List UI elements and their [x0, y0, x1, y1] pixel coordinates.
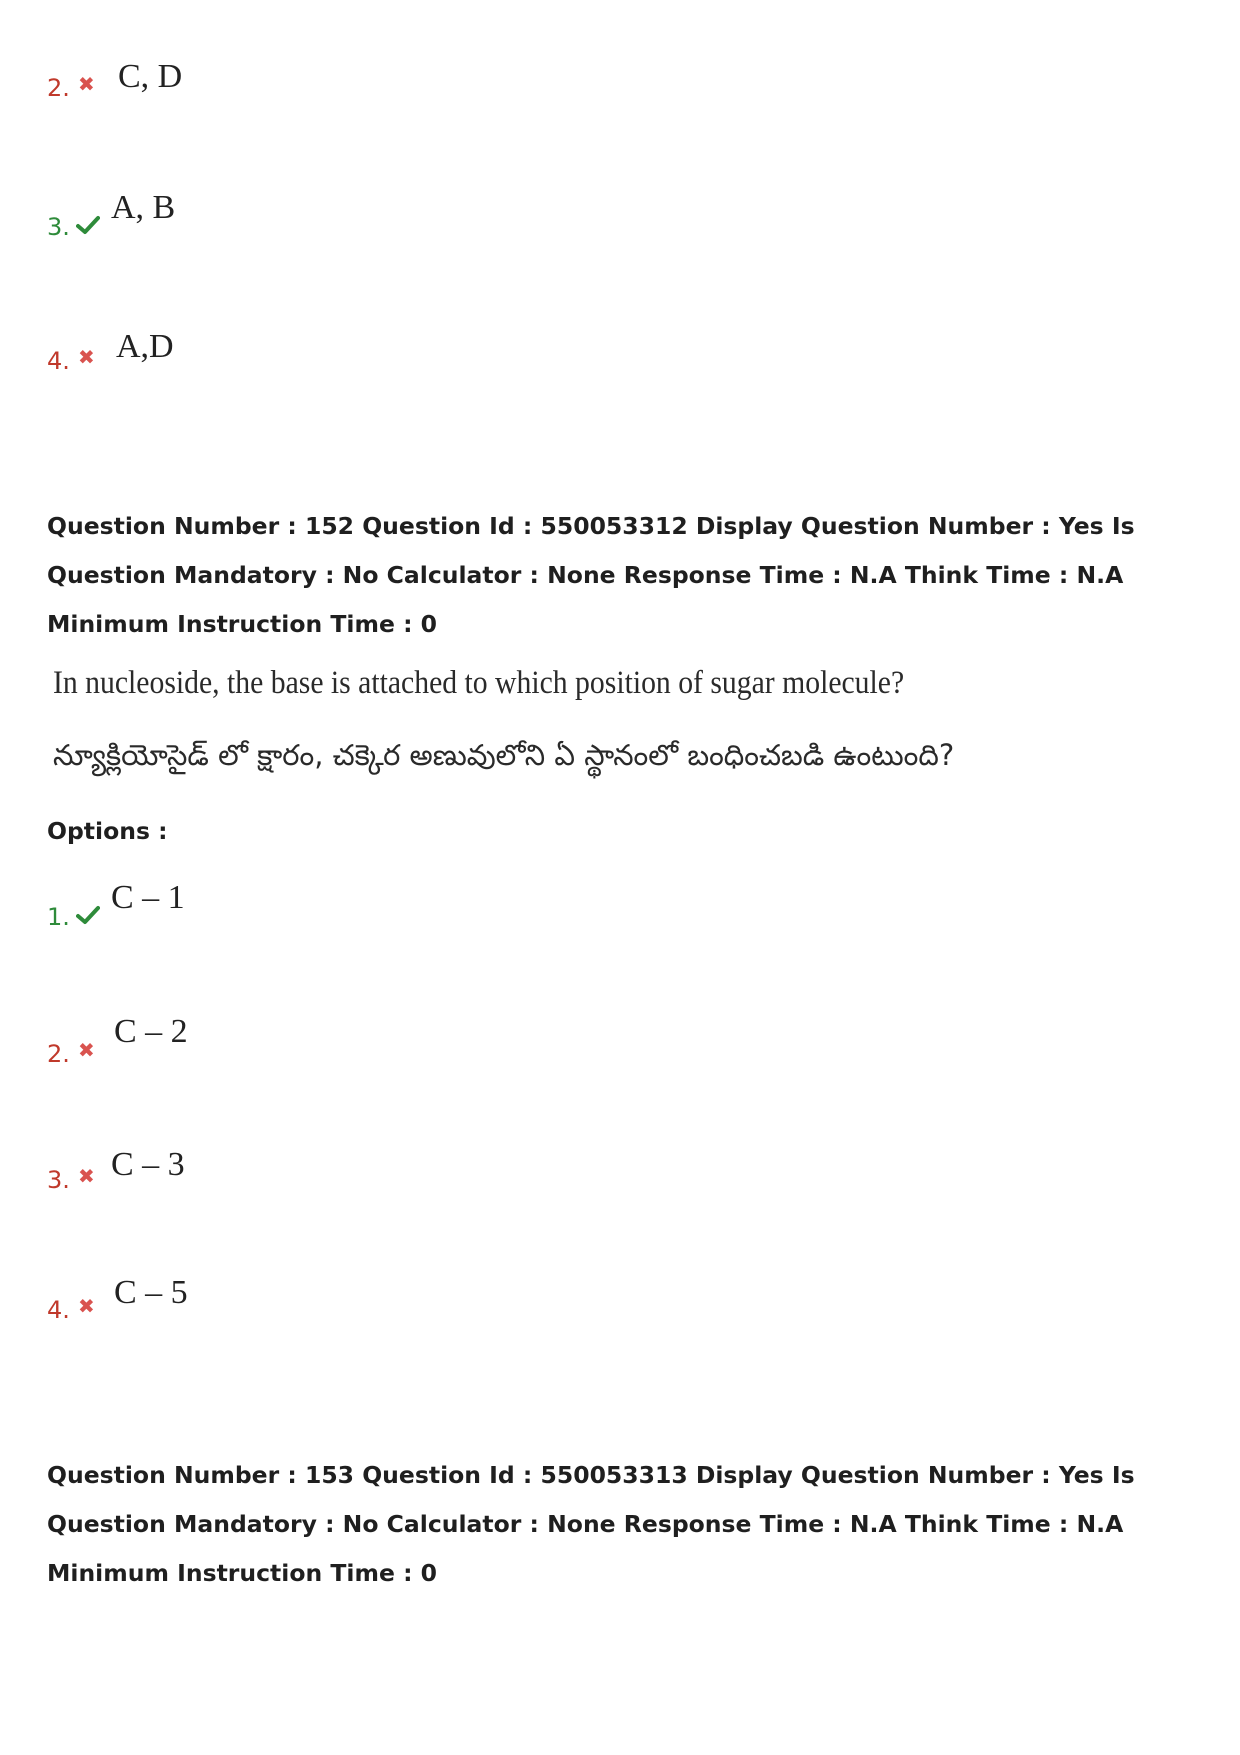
question-text-telugu: న్యూక్లియోసైడ్ లో క్షారం, చక్కెర అణువులోని ఏ స్థానంలో బంధించబడి ఉంటుంది?: [53, 738, 955, 772]
option-text: C – 2: [114, 1013, 188, 1050]
option-number: 1.: [47, 903, 70, 931]
options-label: Options :: [47, 817, 168, 845]
cross-icon: ✖: [78, 1294, 95, 1318]
option-text: C – 1: [111, 879, 185, 916]
option-text: A,D: [116, 328, 174, 365]
check-icon: [76, 905, 100, 925]
cross-icon: ✖: [78, 1164, 95, 1188]
option-text: C – 5: [114, 1274, 188, 1311]
cross-icon: ✖: [78, 72, 95, 96]
option-number: 4.: [47, 347, 70, 375]
question-meta: Question Number : 153 Question Id : 550053313 Display Question Number : Yes Is Question Mandatory : No Calculator : None Response Time : N.A Think Time : N.A Minimum Instruction Time : 0: [47, 1461, 1135, 1587]
cross-icon: ✖: [78, 345, 95, 369]
option-number: 3.: [47, 1166, 70, 1194]
question-text-english: In nucleoside, the base is attached to which position of sugar molecule?: [53, 665, 905, 701]
cross-icon: ✖: [78, 1038, 95, 1062]
option-text: A, B: [111, 189, 176, 226]
check-icon: [76, 215, 100, 235]
question-meta: Question Number : 152 Question Id : 550053312 Display Question Number : Yes Is Question Mandatory : No Calculator : None Response Time : N.A Think Time : N.A Minimum Instruction Time : 0: [47, 512, 1135, 638]
option-text: C, D: [118, 58, 183, 95]
option-number: 4.: [47, 1296, 70, 1324]
option-number: 2.: [47, 1040, 70, 1068]
option-text: C – 3: [111, 1146, 185, 1183]
option-number: 2.: [47, 74, 70, 102]
option-number: 3.: [47, 213, 70, 241]
